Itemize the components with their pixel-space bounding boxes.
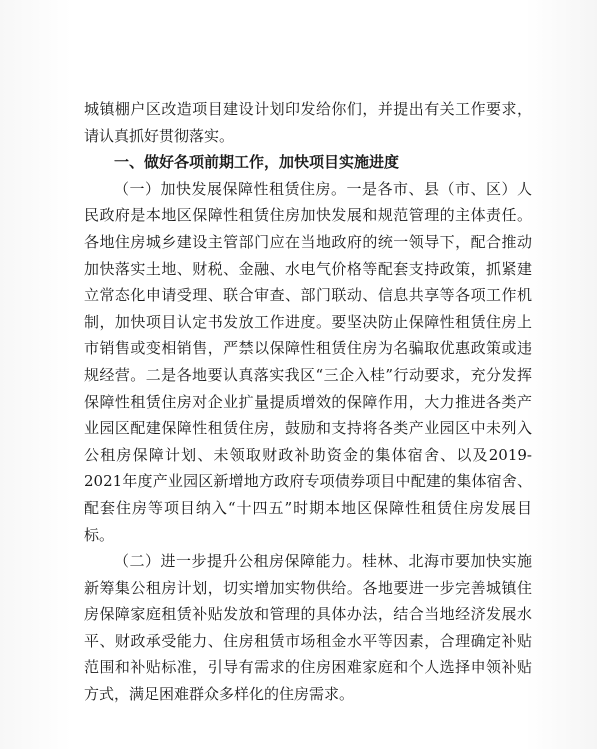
paragraph-1	[84, 176, 532, 548]
paragraph-1-label: （一）加快发展保障性租赁住房。	[114, 179, 347, 198]
section-heading: 一、做好各项前期工作，加快项目实施进度	[114, 153, 400, 172]
paragraph-2-text: 桂林、北海市要加快实施新筹集公租房计划，切实增加实物供给。各地要进一步完善城镇住房保障家庭租赁补贴发放和管理的具体办法，结合当地经济发展水平、财政承受能力、住房租赁市场租金水平等因素，合理确定补贴范围和补贴标准，引导有需求的住房困难家庭和个人选择申领补贴方式，满足困难群众多样化的住房需求。	[84, 552, 532, 704]
paragraph-2-label: （二）进一步提升公租房保障能力。	[114, 552, 362, 571]
document-body	[84, 96, 532, 708]
intro-paragraph: 城镇棚户区改造项目建设计划印发给你们，并提出有关工作要求，请认真抓好贯彻落实。	[84, 100, 532, 145]
paragraph-1-text: 一是各市、县（市、区）人民政府是本地区保障性租赁住房加快发展和规范管理的主体责任。各地住房城乡建设主管部门应在当地政府的统一领导下，配合推动加快落实土地、财税、金融、水电气价格等配套支持政策，抓紧建立常态化申请受理、联合审查、部门联动、信息共享等各项工作机制，加快项目认定书发放工作进度。要坚决防止保障性租赁住房上市销售或变相销售，严禁以保障性租赁住房为名骗取优惠政策或违规经营。二是各地要认真落实我区“三企入桂”行动要求，充分发挥保障性租赁住房对企业扩量提质增效的保障作用，大力推进各类产业园区配建保障性租赁住房，鼓励和支持将各类产业园区中未列入公租房保障计划、未领取财政补助资金的集体宿舍、以及2019-2021年度产业园区新增地方政府专项债券项目中配建的集体宿舍、配套住房等项目纳入“十四五”时期本地区保障性租赁住房发展目标。	[84, 179, 532, 544]
paragraph-2	[84, 548, 532, 708]
